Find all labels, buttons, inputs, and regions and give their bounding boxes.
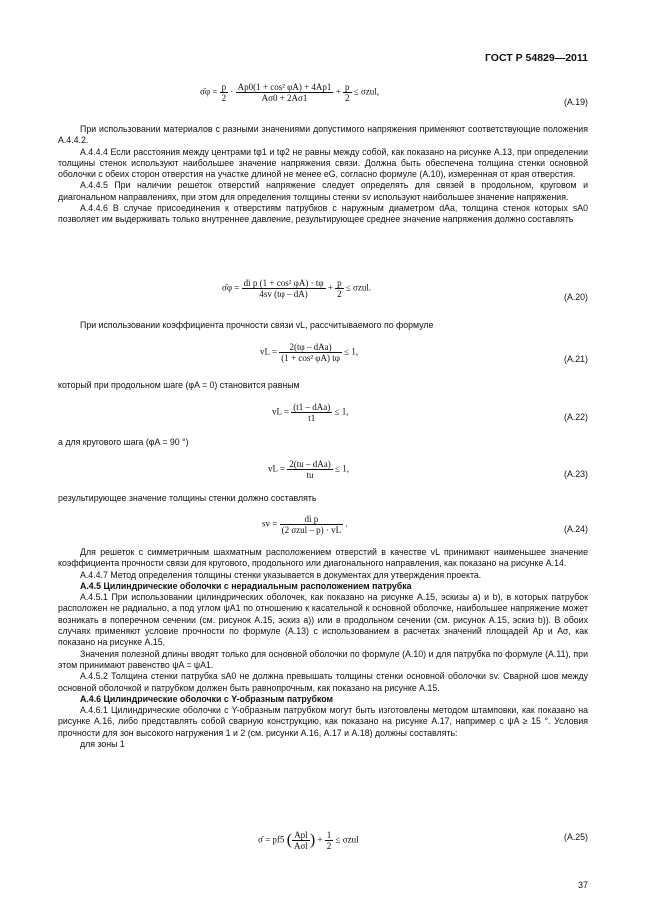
equation-a21: vL = $\frac{\text{2(tφ – dAa)}}{\text{(1 + cos² φA) tφ}}$ ≤ 1, bbox=[260, 342, 359, 363]
equation-number: (A.23) bbox=[564, 469, 588, 479]
page-number: 37 bbox=[577, 880, 588, 890]
paragraph: А.4.4.4 Если расстояния между центрами tφ1 и tφ2 не равны между собой, как показано на рисунке А.13, при определении толщины стенок используют наибольшее значение напряжения связи. Должна быть обеспечена толщина стенки основной оболочки с обеих сторон отверстия на участке длиной не менее eG, согласно формуле (А.10), измеренная от края отверстия. bbox=[58, 146, 588, 180]
paragraph: результирующее значение толщины стенки должно составлять bbox=[58, 493, 317, 503]
eq-fraction: $\frac{\text{di p (1 + cos² φA) · tφ}}{4sv (t\varphi - dA)}$ bbox=[243, 278, 324, 299]
text-block-1 bbox=[58, 124, 588, 226]
eq-fraction: $\frac{p}{2}$ bbox=[345, 82, 350, 103]
paragraph: для зоны 1 bbox=[80, 739, 125, 750]
equation-number: (A.19) bbox=[564, 97, 588, 107]
paragraph: А.4.6.1 Цилиндрические оболочки с Y-образным патрубком могут быть изготовлены методом штамповки, как показано на рисунке А.16, либо представлять собой сварную конструкцию, как показано на рисунке А.17, например с ψA ≥ 15 °. Условия прочности для зон высокого нагружения 1 и 2 (см. рисунки А.16, А.17 и А.18) должны составлять: bbox=[58, 705, 588, 738]
eq-fraction: $\frac{p}{2}$ bbox=[337, 278, 342, 299]
equation-a23: vL = $\frac{\text{2(tu – dAa)}}{tu}$ ≤ 1, bbox=[268, 459, 349, 480]
equation-number: (A.24) bbox=[564, 524, 588, 534]
equation-a20: σ̄φ = $\frac{\text{di p (1 + cos² φA) · tφ}}{4sv (t\varphi - dA)}$ + $\frac{p}{2}$ ≤ σzul. bbox=[222, 278, 372, 299]
equation-a19: σ̄φ = $\frac{p}{2}$ · $\frac{\text{Ap0(1 + cos² φA) + 4Ap1}}{A\sigma 0 + 2A\sigma 1}$ + $\frac{p}{2}$ ≤ σzul, bbox=[200, 82, 380, 103]
paragraph: Значения полезной длины вводят только для основной оболочки по формуле (А.10) и для патрубка по формуле (А.11), при этом принимают равенство ψA = ψA1. bbox=[58, 648, 588, 670]
equation-number: (A.25) bbox=[564, 832, 588, 842]
eq-fraction: $\frac{\text{2(tφ – dAa)}}{\text{(1 + cos² φA) tφ}}$ bbox=[281, 342, 340, 363]
eq-fraction: $\frac{\text{(t1 – dAa)}}{t1}$ bbox=[293, 402, 331, 423]
section-heading: А.4.5 Цилиндрические оболочки с нерадиальным расположением патрубка bbox=[80, 580, 412, 591]
paragraph: А.4.4.6 В случае присоединения к отверстиям патрубков с наружным диаметром dAa, толщина стенок которых sA0 позволяет им выдерживать только внутреннее давление, результирующее среднее значение напряжения должно составлять bbox=[58, 203, 588, 225]
paragraph: При использовании коэффициента прочности связи vL, рассчитываемого по формуле bbox=[80, 320, 434, 330]
paragraph: который при продольном шаге (φA = 0) становится равным bbox=[58, 380, 300, 390]
equation-number: (A.22) bbox=[564, 412, 588, 422]
eq-fraction: $\frac{\text{Ap0(1 + cos² φA) + 4Ap1}}{A\sigma 0 + 2A\sigma 1}$ bbox=[237, 82, 332, 103]
eq-fraction: $\frac{\text{2(tu – dAa)}}{tu}$ bbox=[289, 459, 331, 480]
equation-a24: sv = $\frac{\text{di p}}{\text{(2 σzul – p) · vL}}$ . bbox=[262, 514, 348, 535]
paragraph: а для кругового шага (φA = 90 °) bbox=[58, 437, 189, 447]
text-block-3 bbox=[58, 380, 588, 391]
text-block-2 bbox=[58, 320, 588, 331]
equation-number: (A.20) bbox=[564, 292, 588, 302]
paragraph: Для решеток с симметричным шахматным расположением отверстий в качестве vL принимают наименьшее значение коэффициента прочности связи для кругового, продольного или диагонального направления, как показано на рисунке А.14. bbox=[58, 547, 588, 569]
eq-fraction: $\frac{\text{Apl}}{\text{Aσl}}$ bbox=[294, 830, 308, 851]
paragraph: При использовании материалов с разными значениями допустимого напряжения применяют соответствующие положения А.4.4.2. bbox=[58, 124, 588, 146]
section-heading: А.4.6 Цилиндрические оболочки с Y-образным патрубком bbox=[80, 693, 333, 704]
text-block-6 bbox=[58, 547, 588, 750]
equation-number: (A.21) bbox=[564, 354, 588, 364]
eq-fraction: $\frac{p}{2}$ bbox=[221, 82, 227, 103]
standard-code: ГОСТ Р 54829—2011 bbox=[484, 52, 588, 64]
equation-a22: vL = $\frac{\text{(t1 – dAa)}}{t1}$ ≤ 1, bbox=[272, 402, 349, 423]
paragraph: А.4.4.7 Метод определения толщины стенки указывается в документах для утверждения проекта. bbox=[80, 569, 482, 580]
text-block-5 bbox=[58, 493, 588, 504]
paragraph: А.4.5.2 Толщина стенки патрубка sA0 не должна превышать толщины стенки основной оболочки sv. Сварной шов между основной оболочкой и патрубком должен быть равнопрочным, как показано на рисунке А.15. bbox=[58, 671, 588, 693]
paragraph: А.4.4.5 При наличии решеток отверстий напряжение следует определять для связей в продольном, круговом и диагональном направлениях, при этом для определения толщины стенки sv используют наибольшее значение напряжения. bbox=[58, 180, 588, 202]
paragraph: А.4.5.1 При использовании цилиндрических оболочек, как показано на рисунке А.15, эскизы а) и b), в которых патрубок расположен не радиально, а под углом ψA1 по отношению к касательной к основной оболочке, наибольшее напряжение может возникать в поперечном сечении (см. рисунок А.15, эскиз а)) или в продольном сечении (см. рисунок А.15, эскиз b)). В обоих случаях применяют условие прочности по формуле (А.13) с использованием в расчетах значений площадей Ap и Aσ, как показано на рисунке А.15. bbox=[58, 592, 588, 648]
eq-fraction: $\frac{\text{di p}}{\text{(2 σzul – p) · vL}}$ bbox=[281, 514, 342, 535]
text-block-4 bbox=[58, 437, 588, 448]
eq-lhs: σ̄φ = bbox=[200, 86, 218, 97]
eq-fraction: $\frac{1}{2}$ bbox=[326, 830, 332, 851]
equation-a25: σ̄ = pf5 ( $\frac{\text{Apl}}{\text{Aσl}}$ ) + $\frac{1}{2}$ ≤ σzul bbox=[258, 830, 359, 851]
